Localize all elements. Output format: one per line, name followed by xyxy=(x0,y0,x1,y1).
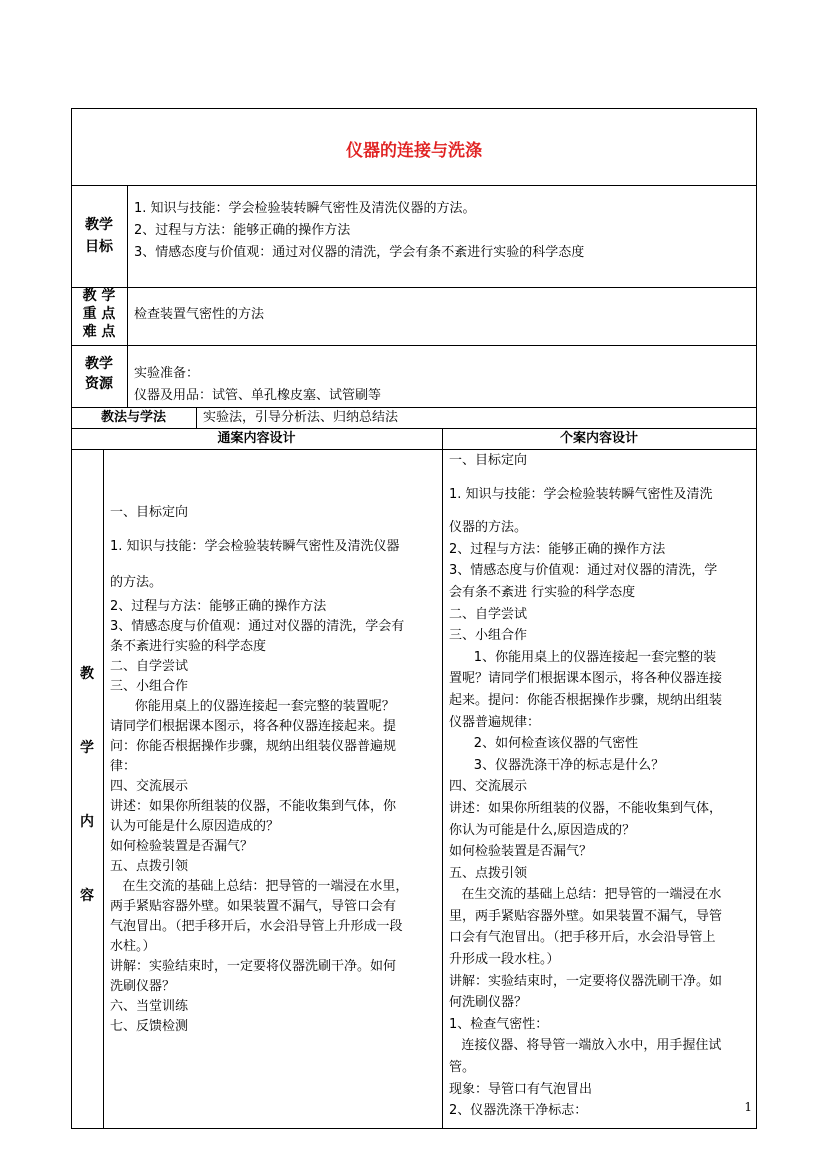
key-points-label-line1: 教 学 xyxy=(82,288,116,304)
individual-line: 你认为可能是什么,原因造成的？ xyxy=(449,822,636,838)
page-title: 仪器的连接与洗涤 xyxy=(346,141,482,161)
side-label-char: 内 xyxy=(80,814,94,830)
common-design-content xyxy=(110,503,440,1037)
row-divider xyxy=(71,287,757,288)
resource-line: 仪器及用品：试管、单孔橡皮塞、试管刷等 xyxy=(134,388,382,403)
table-bottom-border xyxy=(71,1128,757,1129)
objectives-label xyxy=(71,214,127,258)
side-label-char: 容 xyxy=(80,888,94,904)
individual-design-content xyxy=(449,450,754,1122)
individual-line: 口会有气泡冒出。（把手移开后，水会沿导管上 xyxy=(449,930,716,946)
side-label-char: 学 xyxy=(80,740,94,756)
resources-content xyxy=(134,363,754,407)
label-column-divider xyxy=(127,185,128,407)
individual-line: 三、小组合作 xyxy=(449,628,528,644)
content-divider xyxy=(442,428,443,1128)
individual-line: 在生交流的基础上总结：把导管的一端浸在水 xyxy=(449,887,722,903)
common-line: 三、小组合作 xyxy=(110,679,189,694)
methods-label: 教法与学法 xyxy=(100,410,166,425)
methods-divider xyxy=(196,407,197,428)
individual-line: 讲解：实验结束时，一定要将仪器洗刷干净。如 xyxy=(449,973,723,989)
common-line: 气泡冒出。（把手移开后，水会沿导管上升形成一段 xyxy=(110,919,403,934)
common-line: 律： xyxy=(110,759,137,774)
key-points-label-line3: 难 点 xyxy=(82,324,116,340)
common-line: 2、过程与方法：能够正确的操作方法 xyxy=(110,599,327,614)
individual-line: 仪器的方法。 xyxy=(449,520,528,536)
common-line: 五、点拨引领 xyxy=(110,859,189,874)
individual-line: 二、自学尝试 xyxy=(449,606,528,622)
individual-line: 3、仪器洗涤干净的标志是什么？ xyxy=(449,757,665,773)
individual-line: 里，两手紧贴容器外壁。如果装置不漏气，导管 xyxy=(449,908,723,924)
individual-line: 如何检验装置是否漏气？ xyxy=(449,844,593,860)
key-points-content: 检查装置气密性的方法 xyxy=(134,307,265,322)
common-line: 1. 知识与技能：学会检验装转瞬气密性及清洗仪器 xyxy=(110,539,400,554)
key-points-label xyxy=(71,287,127,341)
individual-line: 会有条不紊进 行实验的科学态度 xyxy=(449,584,636,600)
objective-line: 2、过程与方法：能够正确的操作方法 xyxy=(134,223,351,238)
common-line: 六、当堂训练 xyxy=(110,999,189,1014)
row-divider xyxy=(71,185,757,186)
row-divider xyxy=(71,407,757,408)
common-line: 七、反馈检测 xyxy=(110,1019,189,1034)
individual-line: 五、点拨引领 xyxy=(449,865,528,881)
table-left-border xyxy=(71,108,72,1128)
individual-line: 2、仪器洗涤干净标志： xyxy=(449,1103,588,1119)
objective-line: 3、情感态度与价值观：通过对仪器的清洗，学会有条不紊进行实验的科学态度 xyxy=(134,245,585,260)
objectives-label-top: 教学 xyxy=(85,217,113,233)
individual-line: 升形成一段水柱。） xyxy=(449,952,560,968)
objectives-content xyxy=(134,198,754,264)
individual-line: 四、交流展示 xyxy=(449,779,528,795)
common-line: 条不紊进行实验的科学态度 xyxy=(110,639,267,654)
common-line: 认为可能是什么原因造成的？ xyxy=(110,819,280,834)
individual-line: 仪器普遍规律： xyxy=(449,714,541,730)
row-divider xyxy=(71,428,757,429)
resources-label-top: 教学 xyxy=(85,356,113,372)
common-line: 一、目标定向 xyxy=(110,505,189,520)
common-line: 请同学们根据课本图示，将各种仪器连接起来。提 xyxy=(110,719,397,734)
side-label-char: 教 xyxy=(80,666,94,682)
teaching-content-label xyxy=(71,664,103,960)
common-line: 讲解：实验结束时，一定要将仪器洗刷干净。如何 xyxy=(110,959,397,974)
row-divider xyxy=(71,345,757,346)
objectives-label-bottom: 目标 xyxy=(85,239,113,255)
individual-line: 2、过程与方法：能够正确的操作方法 xyxy=(449,541,666,557)
common-line: 问：你能否根据操作步骤，规纳出组装仪器普遍规 xyxy=(110,739,397,754)
common-line: 两手紧贴容器外壁。如果装置不漏气，导管口会有 xyxy=(110,899,397,914)
table-top-border xyxy=(71,108,757,109)
individual-line: 1. 知识与技能：学会检验装转瞬气密性及清洗 xyxy=(449,486,713,502)
common-line: 讲述：如果你所组装的仪器，不能收集到气体，你 xyxy=(110,799,397,814)
side-label-divider xyxy=(103,449,104,1128)
individual-line: 3、情感态度与价值观：通过对仪器的清洗，学 xyxy=(449,563,718,579)
key-points-label-line2: 重 点 xyxy=(82,306,116,322)
table-right-border xyxy=(756,108,757,1128)
objective-line: 1. 知识与技能：学会检验装转瞬气密性及清洗仪器的方法。 xyxy=(134,201,476,216)
resources-label xyxy=(71,354,127,394)
individual-line: 1、检查气密性： xyxy=(449,1016,549,1032)
resources-label-bottom: 资源 xyxy=(85,376,113,392)
individual-line: 起来。提问：你能否根据操作步骤，规纳出组装 xyxy=(449,692,723,708)
common-line: 二、自学尝试 xyxy=(110,659,189,674)
common-line: 在生交流的基础上总结：把导管的一端浸在水里， xyxy=(110,879,409,894)
individual-line: 1、你能用桌上的仪器连接起一套完整的装 xyxy=(449,649,717,665)
individual-line: 2、如何检查该仪器的气密性 xyxy=(449,736,639,752)
common-line: 你能用桌上的仪器连接起一套完整的装置呢？ xyxy=(110,699,395,714)
individual-line: 管。 xyxy=(449,1060,476,1076)
common-line: 3、情感态度与价值观：通过对仪器的清洗，学会有 xyxy=(110,619,405,634)
common-line: 洗刷仪器？ xyxy=(110,979,176,994)
individual-line: 置呢？请同学们根据课本图示，将各种仪器连接 xyxy=(449,671,723,687)
individual-design-header: 个案内容设计 xyxy=(559,431,638,446)
common-line: 如何检验装置是否漏气？ xyxy=(110,839,254,854)
common-design-header: 通案内容设计 xyxy=(217,431,296,446)
common-line: 的方法。 xyxy=(110,575,163,590)
resource-line: 实验准备： xyxy=(134,366,200,381)
common-line: 水柱。） xyxy=(110,939,156,954)
individual-line: 一、目标定向 xyxy=(449,453,528,468)
common-line: 四、交流展示 xyxy=(110,779,189,794)
individual-line: 连接仪器、将导管一端放入水中，用手握住试 xyxy=(449,1038,722,1054)
page-number: 1 xyxy=(744,1100,752,1114)
individual-line: 现象：导管口有气泡冒出 xyxy=(449,1081,593,1097)
methods-content: 实验法，引导分析法、归纳总结法 xyxy=(203,410,399,425)
individual-line: 讲述：如果你所组装的仪器，不能收集到气体， xyxy=(449,800,723,816)
individual-line: 何洗刷仪器？ xyxy=(449,995,528,1011)
